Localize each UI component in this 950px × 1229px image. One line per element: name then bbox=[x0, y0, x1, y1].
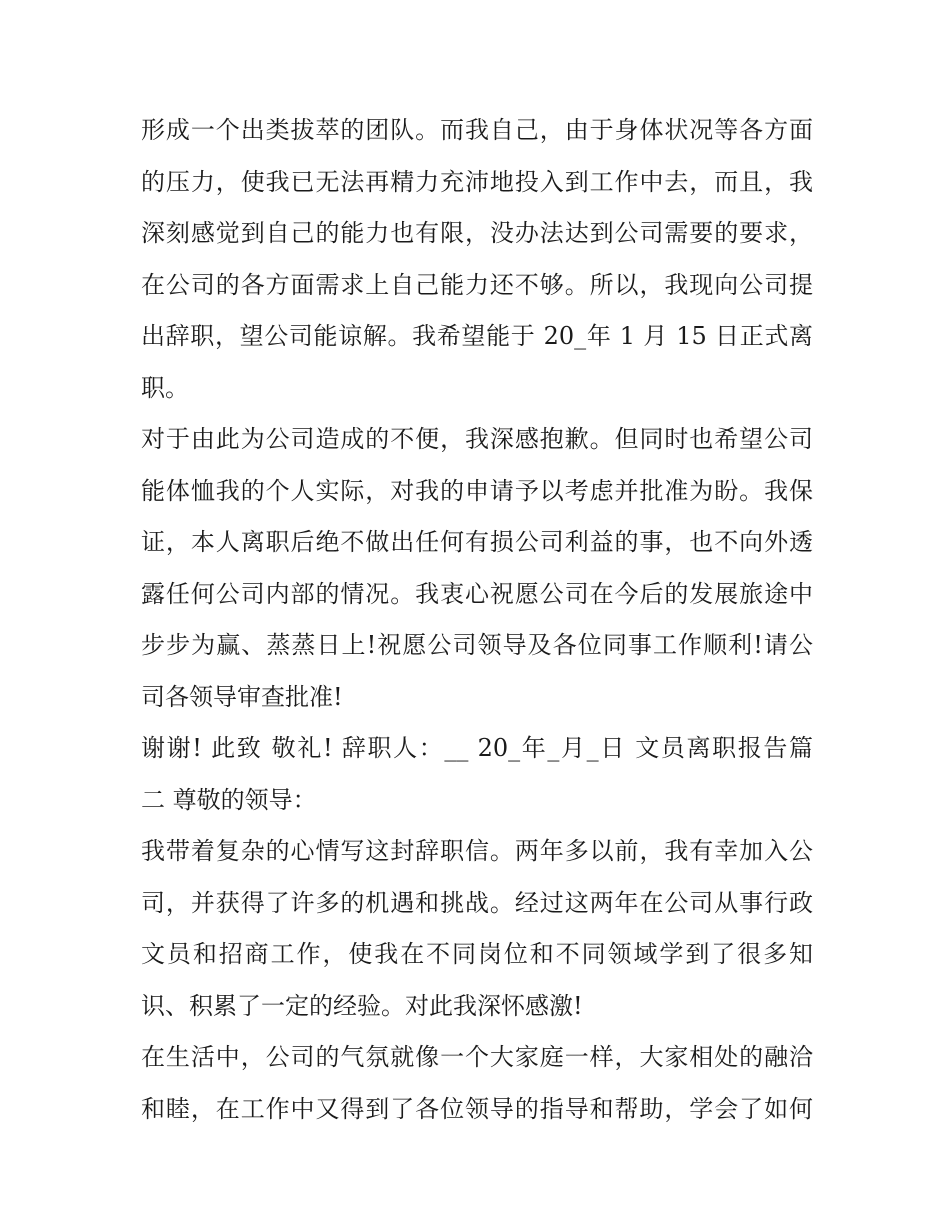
text-line: 识、积累了一定的经验。对此我深怀感激! bbox=[141, 991, 583, 1020]
text-line: 二 尊敬的领导： bbox=[141, 785, 317, 814]
paragraph-apology bbox=[141, 414, 813, 723]
text-line: 出辞职，望公司能谅解。我希望能于 20_年 1 月 15 日正式离 bbox=[141, 322, 813, 350]
text-line: 露任何公司内部的情况。我衷心祝愿公司在今后的发展旅途中 bbox=[141, 579, 813, 608]
text-line: 职。 bbox=[141, 373, 189, 402]
text-line: 文员和招商工作，使我在不同岗位和不同领域学到了很多知 bbox=[141, 940, 813, 968]
text-line: 司，并获得了许多的机遇和挑战。经过这两年在公司从事行政 bbox=[141, 888, 813, 917]
text-line: 的压力，使我已无法再精力充沛地投入到工作中去，而且，我 bbox=[141, 167, 813, 196]
text-line: 深刻感觉到自己的能力也有限，没办法达到公司需要的要求， bbox=[141, 219, 813, 247]
text-line: 在生活中，公司的气氛就像一个大家庭一样，大家相处的融洽 bbox=[141, 1043, 813, 1071]
text-line: 证，本人离职后绝不做出任何有损公司利益的事，也不向外透 bbox=[141, 528, 813, 556]
text-line: 在公司的各方面需求上自己能力还不够。所以，我现向公司提 bbox=[141, 270, 813, 299]
text-line: 对于由此为公司造成的不便，我深感抱歉。但同时也希望公司 bbox=[141, 425, 813, 453]
paragraph-closing bbox=[141, 723, 813, 826]
text-line: 步步为赢、蒸蒸日上!祝愿公司领导及各位同事工作顺利!请公 bbox=[141, 631, 813, 659]
paragraph-gratitude bbox=[141, 826, 813, 1032]
paragraph-resignation-reason bbox=[141, 105, 813, 414]
text-line: 谢谢! 此致 敬礼! 辞职人：__ 20_年_月_日 文员离职报告篇 bbox=[141, 734, 813, 762]
text-line: 能体恤我的个人实际，对我的申请予以考虑并批准为盼。我保 bbox=[141, 476, 813, 505]
text-line: 形成一个出类拔萃的团队。而我自己，由于身体状况等各方面 bbox=[141, 116, 813, 144]
text-line: 和睦，在工作中又得到了各位领导的指导和帮助，学会了如何 bbox=[141, 1094, 813, 1123]
document-body bbox=[141, 105, 813, 1135]
paragraph-company-life bbox=[141, 1032, 813, 1135]
text-line: 我带着复杂的心情写这封辞职信。两年多以前，我有幸加入公 bbox=[141, 837, 813, 865]
text-line: 司各领导审查批准! bbox=[141, 682, 343, 711]
